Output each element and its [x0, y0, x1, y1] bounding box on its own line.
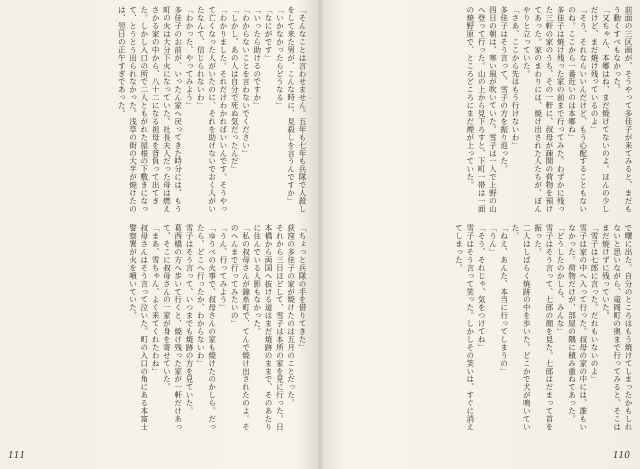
left-text-area: [8, 6, 308, 436]
right-upper-text-block: 前面の三区画が、そうやって多佳子が来てみると、まだもう動くすべもなかった。 「又ちゃん、本郷はね、まだ焼けてないのよ。ほんの少しだけど、まだ焼け残っているのよ」 「そう、それならいいんだけど、もう心配することもないのね。ここから一番近いのは本郷ね」 多佳子は焼け残った家の前まで行ってみた。わずかに残った三軒の家のうち、その一軒に、叔母が疎開の荷物を預けてあった。家のまわりには、焼け出された人たちが、ぼんやりと立っていた。 「さあ、ここから先はもう行けないわ」 多佳子はそう言って、雪子の方を振り返った。 四日の朝は、寒い風が吹いていた。雪子は一人で上野の山へ登って行った。山の上から見下ろすと、下町一帯は一面の焼野原で、ところどころにまだ煙が上っていた。: [465, 6, 633, 213]
right-page-number: 110: [612, 451, 630, 461]
right-text-area: [334, 6, 634, 436]
left-upper-text-block: 「そんなことは言わせません。五年も七年も兵隊で人殺しをして来た男が、こんな時に、見殺しを言うんですか」 「いかなかったらどうなる」 「なにがです」 「いったら助けるのですか」 「わからないことを言わないでください」 「しかし、あの人は自分で死ぬ気だったんだ」 「わかりました。それだけわかればいいんです。そうやって亡くなった人がいたのに、それを助けないでおく人がいたなんて、信じられないわ」 「わかった、やってみよう」 多佳子のお前が、いったん家へ戻ってきた時分には、もう町の火は大分下火になっていた。社長夫人だった母は燃えさかる家の中から、八十二になる祖母を背負って出てきた。しかし入口の所で二人ともがれた屋根の下敷きになって、とうとう出られなかった。浅草の街の大半が焼けたのは、翌日の正午すぎであった。: [117, 6, 307, 213]
right-page: [320, 0, 640, 469]
left-page-number: 111: [8, 451, 26, 461]
left-lower-text-block: 「ちょっと兵隊の手を借りてきた」 荻窪の多佳子の家が焼けたのは五月のことだった。 それから三日ほどして、雪子は本所の家を見に行った。日本橋から両国へ抜ける道はまだ焼跡のままで、そのあたりに住んでいる人影もなかった。 「私の叔母さんが錦糸町で、てんで焼け出されたのよ。そのへんまで行ってみたいの」 「うん、行ってみよう」 「ゆうべの火事で、叔母さんの家も焼けたのかしら。だったら、どこへ行ったか、わからないわ」 雪子はそう言って、いつまでも焼跡の方を見ていた。 葛西橋の方へ歩いて行くと、焼け残った家が一軒だけあって、そこに叔母さんの一家が身を寄せていた。 「まあ、雪ちゃん、よく来てくれたわね」 叔母さんはそう言って泣いた。町の入口の角にある本富士警察署が火を噴いていた。: [128, 224, 307, 431]
right-lower-text-block: で曙に出た。自分のところはもう焼けてしまったかもしれないと思いながら、竜岡町の奥まで行ってみると、そこはまだ焼けずに残っていた。 「雪子は七郎に言った。だれもいないのよ」 雪子は家の中へ入って行った。叔母の家の中には、誰もいなかった。荷物だけが、部屋の隅に積み重ねてあった。 「どうしたのかしら、みんな」 雪子はそう言って、七郎の顔を見た。七郎はだまって首を振った。 二人はしばらく焼跡の中を歩いた。どこかで犬が鳴いていた。 「ねえ、あんた、本当に行ってしまうの」 「うん」 「そう、それじゃ、気をつけてね」 雪子はそう言って笑った。しかしその笑いは、すぐに消えてしまった。: [454, 224, 633, 431]
